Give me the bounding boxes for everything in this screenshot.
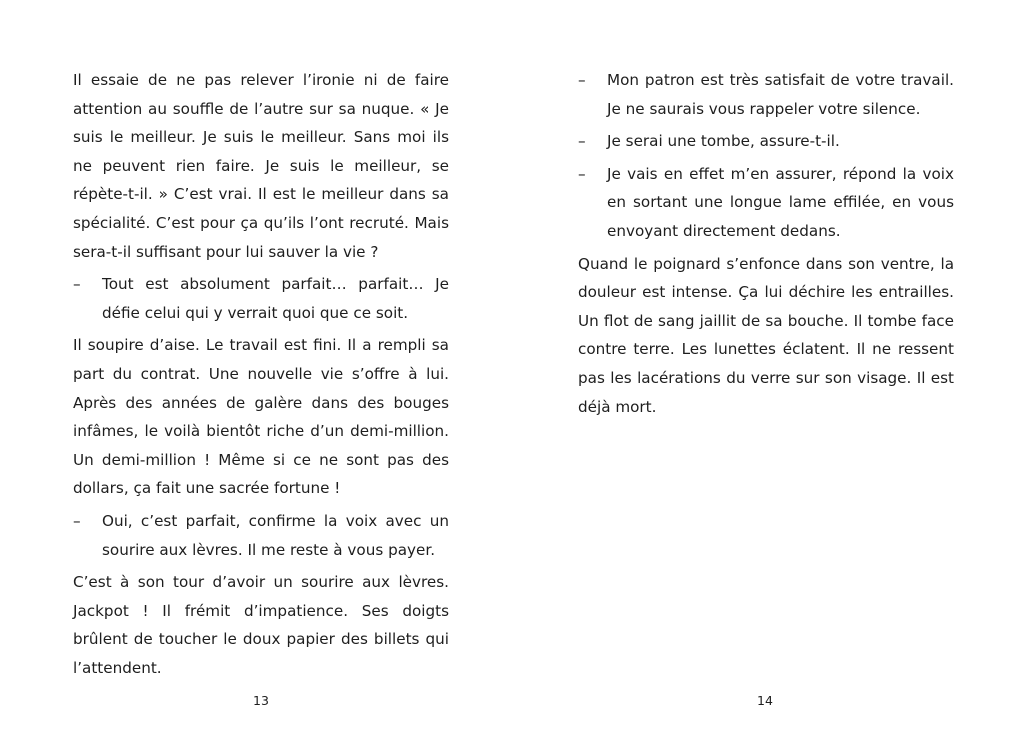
paragraph: C’est à son tour d’avoir un sourire aux lèvres. Jackpot ! Il frémit d’impatience. Ses doigts brûlent de toucher le doux papier des billets qui l’attendent. bbox=[73, 573, 449, 677]
paragraph: Quand le poignard s’enfonce dans son ventre, la douleur est intense. Ça lui déchire les entrailles. Un flot de sang jaillit de sa bouche. Il tombe face contre terre. Les lunettes éclatent. Il ne ressent pas les lacérations du verre sur son visage. Il est déjà mort. bbox=[578, 254, 954, 416]
dialogue-line bbox=[73, 507, 449, 564]
paragraph: Il soupire d’aise. Le travail est fini. Il a rempli sa part du contrat. Une nouvelle vie s’offre à lui. Après des années de galère dans des bouges infâmes, le voilà bientôt riche d’un demi-million. Un demi-million ! Même si ce ne sont pas des dollars, ça fait une sacrée fortune ! bbox=[73, 336, 449, 498]
dialogue-dash: – bbox=[578, 164, 586, 183]
dialogue-dash: – bbox=[73, 511, 81, 530]
dialogue-line bbox=[73, 270, 449, 327]
dialogue-line bbox=[578, 66, 954, 123]
dialogue-text: Mon patron est très satisfait de votre travail. Je ne saurais vous rappeler votre silence. bbox=[607, 71, 954, 118]
dialogue-dash: – bbox=[73, 275, 81, 294]
dialogue-dash: – bbox=[578, 132, 586, 151]
left-text-column bbox=[73, 66, 449, 686]
page-number: 14 bbox=[757, 693, 773, 708]
paragraph: Il essaie de ne pas relever l’ironie ni de faire attention au souffle de l’autre sur sa nuque. « Je suis le meilleur. Je suis le meilleur. Sans moi ils ne peuvent rien faire. Je suis le meilleur, se répète-t-il. » C’est vrai. Il est le meilleur dans sa spécialité. C’est pour ça qu’ils l’ont recruté. Mais sera-t-il suffisant pour lui sauver la vie ? bbox=[73, 71, 449, 261]
dialogue-text: Oui, c’est parfait, confirme la voix avec un sourire aux lèvres. Il me reste à vous payer. bbox=[102, 511, 449, 559]
dialogue-text: Je vais en effet m’en assurer, répond la voix en sortant une longue lame effilée, en vous envoyant directement dedans. bbox=[607, 164, 954, 240]
dialogue-dash: – bbox=[578, 71, 586, 89]
page-number: 13 bbox=[253, 693, 269, 708]
dialogue-line bbox=[578, 160, 954, 246]
dialogue-text: Je serai une tombe, assure-t-il. bbox=[607, 132, 840, 151]
dialogue-line bbox=[578, 127, 954, 156]
right-page bbox=[512, 0, 1024, 751]
dialogue-text: Tout est absolument parfait… parfait… Je défie celui qui y verrait quoi que ce soit. bbox=[102, 275, 449, 322]
right-text-column bbox=[578, 66, 954, 425]
